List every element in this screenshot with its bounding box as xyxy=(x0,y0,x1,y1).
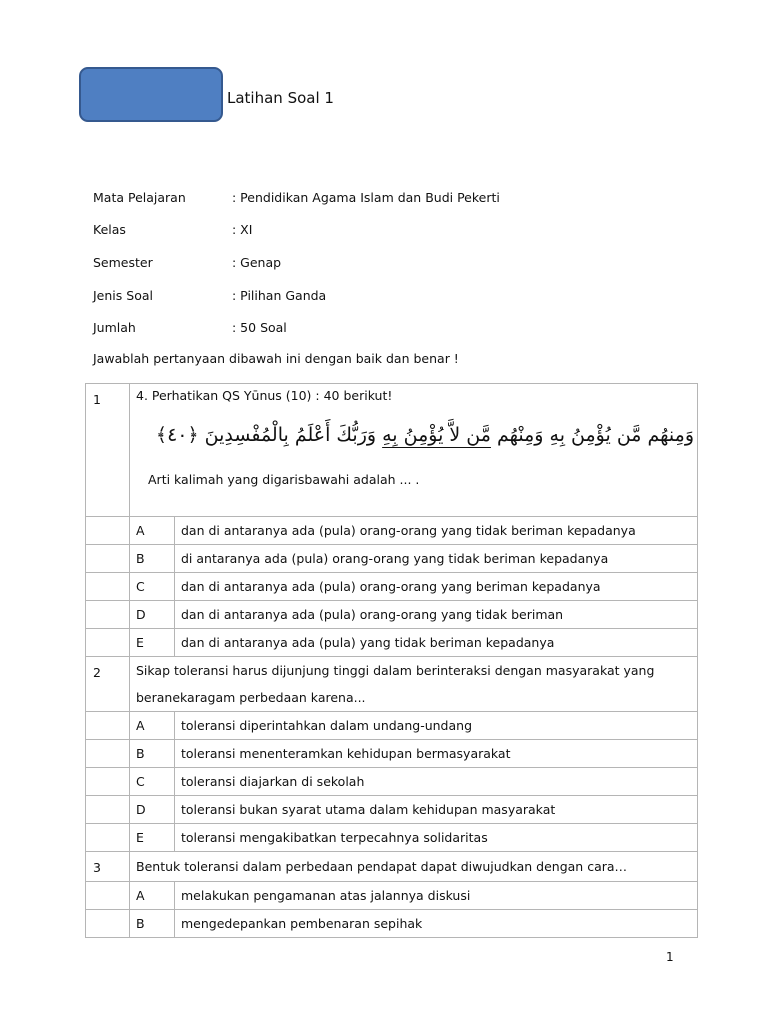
arabic-verse-part: وَرَبُّكَ أَعْلَمُ بِالْمُفْسِدِينَ ﴿٤٠﴾ xyxy=(155,424,383,446)
option-text: dan di antaranya ada (pula) yang tidak beriman kepadanya xyxy=(175,629,698,657)
option-row[interactable] xyxy=(86,601,698,629)
option-row[interactable] xyxy=(86,882,698,910)
option-letter: A xyxy=(130,712,175,740)
meta-label: Kelas xyxy=(93,222,126,237)
option-letter: E xyxy=(130,824,175,852)
option-row[interactable] xyxy=(86,824,698,852)
option-row[interactable] xyxy=(86,796,698,824)
page-number: 1 xyxy=(666,950,674,964)
meta-label: Jenis Soal xyxy=(93,288,153,303)
option-text: dan di antaranya ada (pula) orang-orang yang beriman kepadanya xyxy=(175,573,698,601)
option-text: dan di antaranya ada (pula) orang-orang yang tidak beriman xyxy=(175,601,698,629)
question-text: Sikap toleransi harus dijunjung tinggi dalam berinteraksi dengan masyarakat yang beranekaragam perbedaan karena... xyxy=(130,657,698,712)
option-row[interactable] xyxy=(86,768,698,796)
option-letter: A xyxy=(130,882,175,910)
question-row xyxy=(86,852,698,882)
question-heading: 4. Perhatikan QS Yūnus (10) : 40 berikut! xyxy=(136,388,393,403)
question-text-cell xyxy=(130,384,698,517)
empty-cell xyxy=(86,573,130,601)
empty-cell xyxy=(86,517,130,545)
option-row[interactable] xyxy=(86,573,698,601)
option-text: toleransi diajarkan di sekolah xyxy=(175,768,698,796)
meta-value: : Genap xyxy=(232,255,282,270)
title-banner-box xyxy=(79,67,223,122)
empty-cell xyxy=(86,629,130,657)
meta-value: : Pendidikan Agama Islam dan Budi Pekerti xyxy=(232,190,500,205)
option-row[interactable] xyxy=(86,545,698,573)
question-prompt: Arti kalimah yang digarisbawahi adalah ... . xyxy=(148,472,420,487)
empty-cell xyxy=(86,796,130,824)
arabic-verse-underlined: مَّن لاَّ يُؤْمِنُ بِهِ xyxy=(382,424,491,446)
meta-label: Mata Pelajaran xyxy=(93,190,186,205)
empty-cell xyxy=(86,910,130,938)
question-number: 3 xyxy=(86,852,130,882)
option-letter: A xyxy=(130,517,175,545)
option-text: di antaranya ada (pula) orang-orang yang tidak beriman kepadanya xyxy=(175,545,698,573)
option-text: toleransi diperintahkan dalam undang-undang xyxy=(175,712,698,740)
empty-cell xyxy=(86,882,130,910)
empty-cell xyxy=(86,545,130,573)
option-letter: D xyxy=(130,601,175,629)
arabic-verse-part: وَمِنهُم مَّن يُؤْمِنُ بِهِ وَمِنْهُم xyxy=(490,424,694,446)
option-letter: C xyxy=(130,768,175,796)
option-letter: B xyxy=(130,740,175,768)
question-text: Bentuk toleransi dalam perbedaan pendapat dapat diwujudkan dengan cara… xyxy=(130,852,698,882)
empty-cell xyxy=(86,601,130,629)
option-text: melakukan pengamanan atas jalannya diskusi xyxy=(175,882,698,910)
option-letter: C xyxy=(130,573,175,601)
empty-cell xyxy=(86,824,130,852)
option-text: mengedepankan pembenaran sepihak xyxy=(175,910,698,938)
option-text: dan di antaranya ada (pula) orang-orang yang tidak beriman kepadanya xyxy=(175,517,698,545)
option-letter: D xyxy=(130,796,175,824)
meta-value: : Pilihan Ganda xyxy=(232,288,327,303)
question-table xyxy=(85,383,698,938)
question-row xyxy=(86,384,698,517)
option-row[interactable] xyxy=(86,629,698,657)
option-letter: B xyxy=(130,910,175,938)
question-number: 1 xyxy=(86,384,130,517)
option-row[interactable] xyxy=(86,910,698,938)
arabic-verse xyxy=(155,420,694,450)
empty-cell xyxy=(86,768,130,796)
instruction-text: Jawablah pertanyaan dibawah ini dengan baik dan benar ! xyxy=(93,351,459,366)
meta-value: : XI xyxy=(232,222,253,237)
empty-cell xyxy=(86,712,130,740)
question-number: 2 xyxy=(86,657,130,712)
option-text: toleransi menenteramkan kehidupan bermasyarakat xyxy=(175,740,698,768)
meta-label: Jumlah xyxy=(93,320,136,335)
option-text: toleransi mengakibatkan terpecahnya solidaritas xyxy=(175,824,698,852)
option-letter: B xyxy=(130,545,175,573)
option-letter: E xyxy=(130,629,175,657)
option-row[interactable] xyxy=(86,740,698,768)
meta-label: Semester xyxy=(93,255,153,270)
option-row[interactable] xyxy=(86,712,698,740)
meta-value: : 50 Soal xyxy=(232,320,287,335)
empty-cell xyxy=(86,740,130,768)
page-title: Latihan Soal 1 xyxy=(227,89,334,107)
question-row xyxy=(86,657,698,712)
option-row[interactable] xyxy=(86,517,698,545)
option-text: toleransi bukan syarat utama dalam kehidupan masyarakat xyxy=(175,796,698,824)
